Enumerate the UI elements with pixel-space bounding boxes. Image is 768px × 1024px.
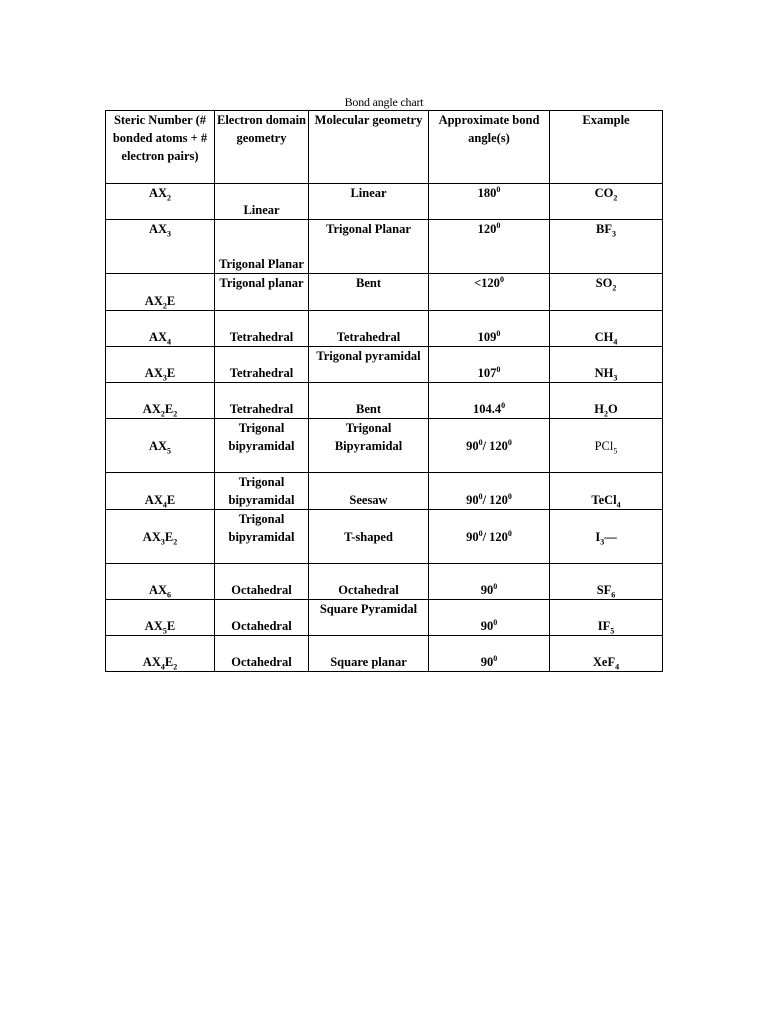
molecular-geometry-cell: T-shaped bbox=[309, 510, 429, 564]
steric-cell: $AX_6$ bbox=[106, 564, 215, 600]
bond-angle-cell: $90^0/$ $120^0$ bbox=[429, 473, 550, 510]
electron-geometry-cell: Octahedral bbox=[215, 636, 309, 672]
electron-geometry-cell: Linear bbox=[215, 184, 309, 220]
molecular-geometry-cell: Bent bbox=[309, 383, 429, 419]
example-cell: TeCl$_4$ bbox=[550, 473, 663, 510]
bond-angle-cell: $90^0$ bbox=[429, 636, 550, 672]
table-row bbox=[106, 220, 663, 274]
electron-geometry-cell: Tetrahedral bbox=[215, 383, 309, 419]
header-electron-domain-geometry: Electron domain geometry bbox=[215, 111, 309, 184]
molecular-geometry-cell: Square Pyramidal bbox=[309, 600, 429, 636]
bond-angle-cell: 104.4$^0$ bbox=[429, 383, 550, 419]
header-example: Example bbox=[550, 111, 663, 184]
table-row bbox=[106, 473, 663, 510]
table-header-row bbox=[106, 111, 663, 184]
steric-cell: $AX_4$ bbox=[106, 311, 215, 347]
molecular-geometry-cell: Square planar bbox=[309, 636, 429, 672]
molecular-geometry-cell: Trigonal Bipyramidal bbox=[309, 419, 429, 473]
table-row bbox=[106, 383, 663, 419]
bond-angle-cell: $90^0/$ $120^0$ bbox=[429, 510, 550, 564]
steric-cell: $AX_4E$ bbox=[106, 473, 215, 510]
steric-cell: $AX_5E$ bbox=[106, 600, 215, 636]
bond-angle-cell: $<120^0$ bbox=[429, 274, 550, 311]
bond-angle-cell: $180^0$ bbox=[429, 184, 550, 220]
header-bond-angle: Approximate bond angle(s) bbox=[429, 111, 550, 184]
page-title: Bond angle chart bbox=[344, 95, 424, 109]
table-row bbox=[106, 510, 663, 564]
electron-geometry-cell: Trigonal Planar bbox=[215, 220, 309, 274]
molecular-geometry-cell: Bent bbox=[309, 274, 429, 311]
table-row bbox=[106, 274, 663, 311]
steric-cell: $AX_2E$ bbox=[106, 274, 215, 311]
molecular-geometry-cell: Tetrahedral bbox=[309, 311, 429, 347]
steric-cell: $AX_5$ bbox=[106, 419, 215, 473]
example-cell: $IF_5$ bbox=[550, 600, 663, 636]
example-cell: $SO_2$ bbox=[550, 274, 663, 311]
example-cell: XeF$_4$ bbox=[550, 636, 663, 672]
header-steric-number: Steric Number (# bonded atoms + # electron pairs) bbox=[106, 111, 215, 184]
electron-geometry-cell: Octahedral bbox=[215, 564, 309, 600]
molecular-geometry-cell: Linear bbox=[309, 184, 429, 220]
electron-geometry-cell: Tetrahedral bbox=[215, 311, 309, 347]
steric-cell: $AX_3$ bbox=[106, 220, 215, 274]
example-cell: $I_3—$ bbox=[550, 510, 663, 564]
steric-cell: $AX_4E_2$ bbox=[106, 636, 215, 672]
example-cell: $BF_3$ bbox=[550, 220, 663, 274]
example-cell: $CH_4$ bbox=[550, 311, 663, 347]
example-cell: $NH_3$ bbox=[550, 347, 663, 383]
molecular-geometry-cell: Trigonal pyramidal bbox=[309, 347, 429, 383]
bond-angle-cell: $109^0$ bbox=[429, 311, 550, 347]
electron-geometry-cell: Trigonal bipyramidal bbox=[215, 473, 309, 510]
table-row bbox=[106, 184, 663, 220]
bond-angle-cell: $120^0$ bbox=[429, 220, 550, 274]
molecular-geometry-cell: Seesaw bbox=[309, 473, 429, 510]
electron-geometry-cell: Octahedral bbox=[215, 600, 309, 636]
example-cell: $CO_2$ bbox=[550, 184, 663, 220]
table-row bbox=[106, 600, 663, 636]
steric-cell: $AX_2$ bbox=[106, 184, 215, 220]
example-cell: PCl$_5$ bbox=[550, 419, 663, 473]
electron-geometry-cell: Trigonal bipyramidal bbox=[215, 510, 309, 564]
molecular-geometry-cell: Octahedral bbox=[309, 564, 429, 600]
bond-angle-table bbox=[105, 110, 663, 672]
electron-geometry-cell: Trigonal bipyramidal bbox=[215, 419, 309, 473]
example-cell: $H_2O$ bbox=[550, 383, 663, 419]
header-molecular-geometry: Molecular geometry bbox=[309, 111, 429, 184]
molecular-geometry-cell: Trigonal Planar bbox=[309, 220, 429, 274]
electron-geometry-cell: Tetrahedral bbox=[215, 347, 309, 383]
table-row bbox=[106, 311, 663, 347]
bond-angle-cell: $107^0$ bbox=[429, 347, 550, 383]
bond-angle-cell: $90^0$ bbox=[429, 564, 550, 600]
table-row bbox=[106, 636, 663, 672]
bond-angle-cell: $90^0$ bbox=[429, 600, 550, 636]
steric-cell: $AX_3E_2$ bbox=[106, 510, 215, 564]
steric-cell: $AX_2E_2$ bbox=[106, 383, 215, 419]
bond-angle-cell: $90^0/$ $120^0$ bbox=[429, 419, 550, 473]
table-row bbox=[106, 419, 663, 473]
table-row bbox=[106, 347, 663, 383]
example-cell: $SF_6$ bbox=[550, 564, 663, 600]
table-row bbox=[106, 564, 663, 600]
steric-cell: $AX_3E$ bbox=[106, 347, 215, 383]
electron-geometry-cell: Trigonal planar bbox=[215, 274, 309, 311]
